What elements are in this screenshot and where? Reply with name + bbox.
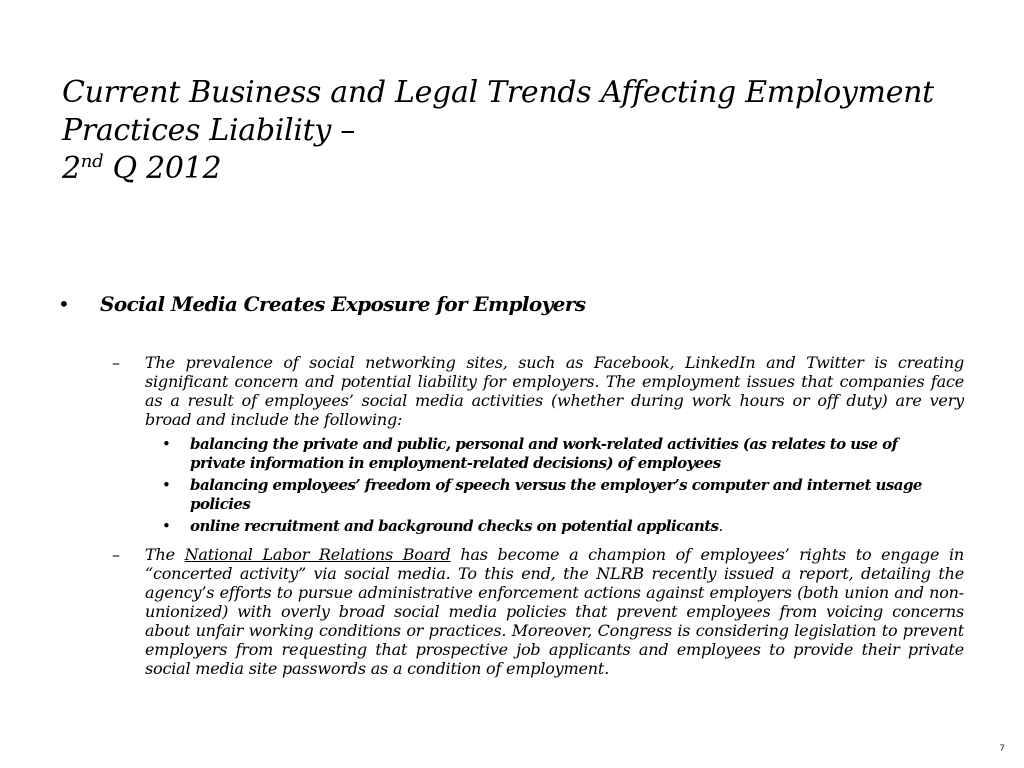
point-social-networking [112, 353, 964, 429]
list-item [160, 435, 950, 473]
title-line-1: Current Business and Legal Trends Affecting Employment [62, 75, 934, 110]
list-item [160, 476, 950, 514]
sub-bullet-list [160, 435, 950, 536]
list-item [160, 517, 950, 536]
sub-item-text: balancing employees’ freedom of speech versus the employer’s computer and internet usage policies [190, 476, 922, 513]
nlrb-link[interactable]: National Labor Relations Board [184, 545, 451, 564]
title-quarter-number: 2 [62, 151, 81, 186]
sub-item-text: online recruitment and background checks on potential applicants [190, 517, 719, 535]
title-line-2: Practices Liability – [62, 113, 355, 148]
sub-item-text: balancing the private and public, personal and work-related activities (as relates to use of private information in employment-related decisions) of employees [190, 435, 898, 472]
section-heading [58, 292, 958, 316]
sub-bullet: • [162, 435, 171, 453]
page-number: 7 [999, 744, 1005, 754]
point-nlrb [112, 545, 964, 678]
sub-item-period: . [718, 517, 723, 535]
title-quarter-rest: Q 2012 [103, 151, 222, 186]
nlrb-prefix: The [145, 545, 185, 564]
title-quarter-suffix: nd [80, 151, 104, 172]
point-social-networking-text: The prevalence of social networking sites, such as Facebook, LinkedIn and Twitter is creating significant concern and potential liability for employers. The employment issues that companies face as a result of employees’ social media activities (whether during work hours or off duty) are very broad and include the following: [145, 353, 964, 429]
nlrb-rest: has become a champion of employees’ rights to engage in “concerted activity” via social media. To this end, the NLRB recently issued a report, detailing the agency’s efforts to pursue administrative enforcement actions against employers (both union and non-unionized) with overly broad social media policies that prevent employees from voicing concerns about unfair working conditions or practices. Moreover, Congress is considering legislation to prevent employers from requesting that prospective job applicants and employees to provide their private social media site passwords as a condition of employment. [145, 545, 964, 678]
sub-bullet: • [162, 476, 171, 494]
dash-marker: – [112, 353, 120, 372]
sub-bullet: • [162, 517, 171, 535]
dash-marker: – [112, 545, 120, 564]
point-nlrb-text [145, 545, 964, 678]
section-heading-text: Social Media Creates Exposure for Employers [100, 292, 586, 316]
section-bullet: • [58, 292, 70, 316]
slide-title [62, 74, 982, 188]
